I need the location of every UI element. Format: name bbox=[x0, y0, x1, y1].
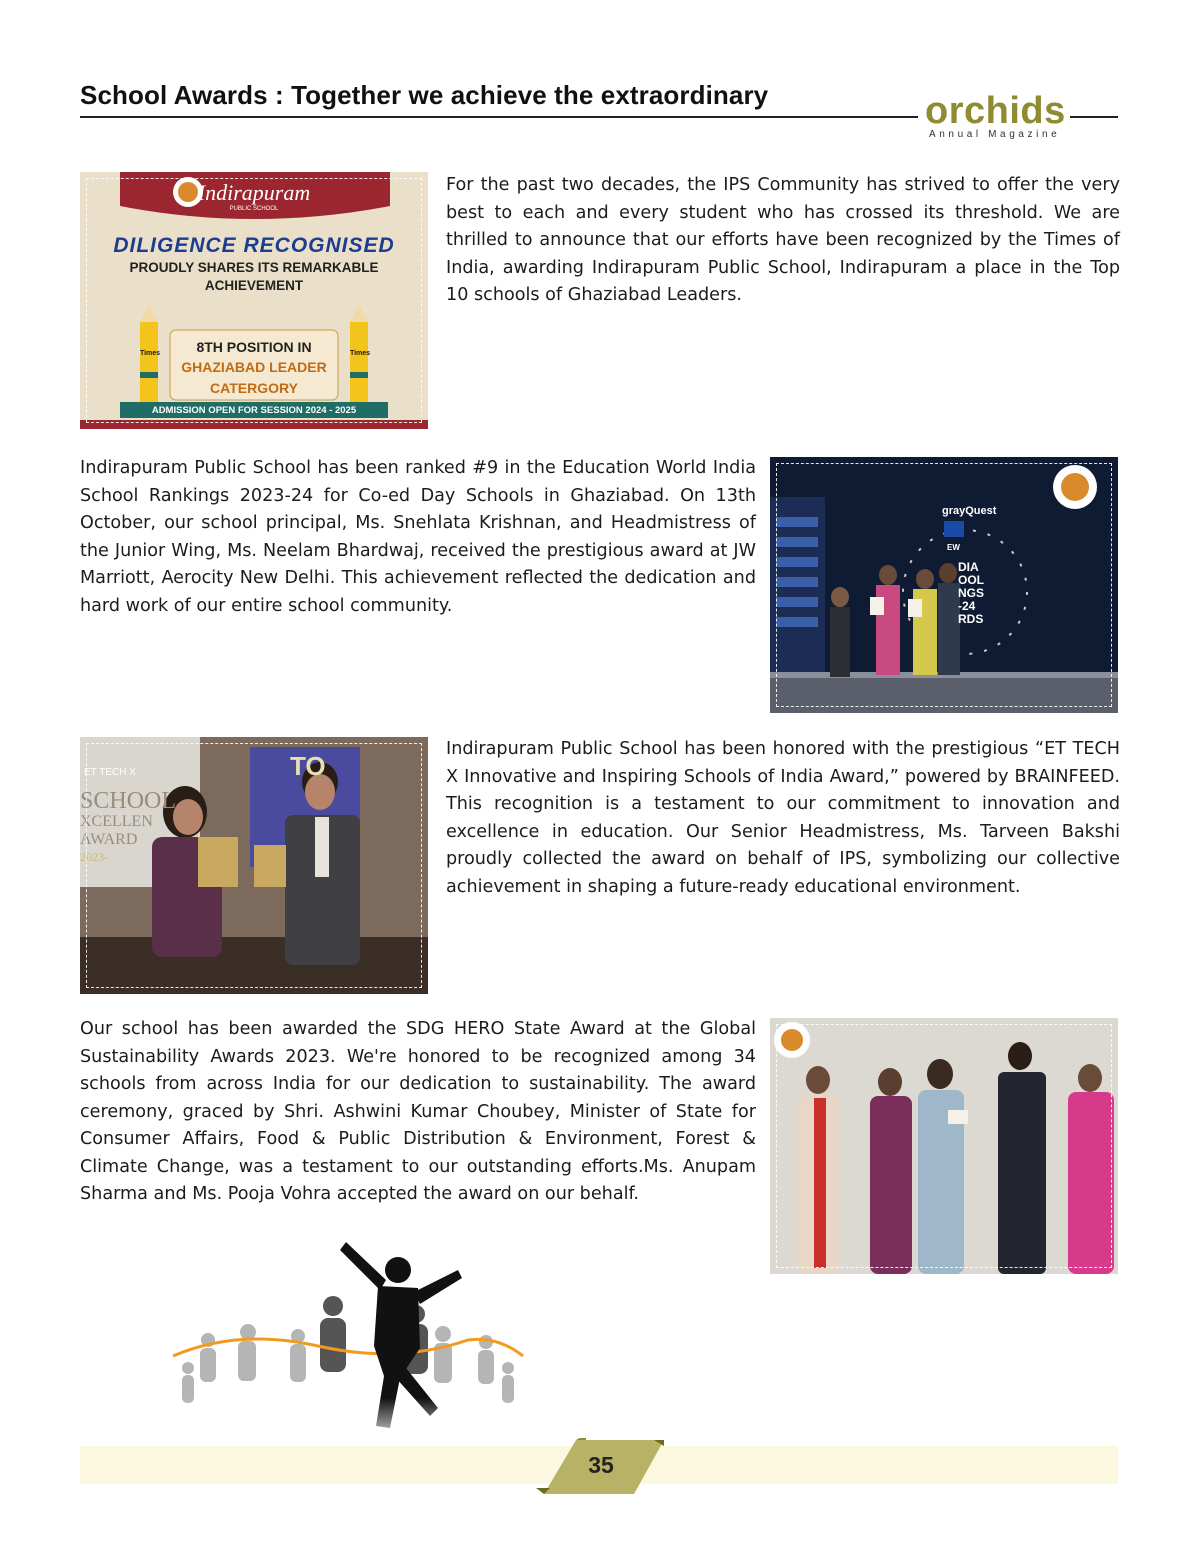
page-title: School Awards : Together we achieve the extraordinary bbox=[80, 80, 769, 110]
photo-frame bbox=[86, 178, 422, 423]
page-number: 35 bbox=[588, 1452, 614, 1478]
paragraph-education-world: Indirapuram Public School has been ranked #9 in the Education World India School Rankings 2023-24 for Co-ed Day Schools in Ghaziabad. On 13th October, our school principal, Ms. Snehlata Krishnan, and Headmistress of the Junior Wing, Ms. Neelam Bhardwaj, received the prestigious award at JW Marriott, Aerocity New Delhi. This achievement reflected the dedication and hard work of our entire school community. bbox=[80, 458, 756, 616]
stage-sponsor-text: grayQuest bbox=[942, 505, 997, 517]
poster-school-name: Indirapuram bbox=[197, 180, 311, 205]
poster-headline: DILIGENCE RECOGNISED bbox=[113, 234, 395, 257]
logo-subtitle: Annual Magazine bbox=[929, 129, 1061, 140]
etech-award-photo bbox=[80, 737, 428, 994]
magazine-logo bbox=[925, 92, 1065, 140]
etech-backdrop-small: ET TECH X bbox=[84, 767, 136, 778]
logo-wordmark: orchids bbox=[925, 90, 1066, 132]
poster-shares-line2: ACHIEVEMENT bbox=[204, 278, 304, 293]
etech-backdrop-line2: XCELLEN bbox=[80, 813, 153, 830]
etech-top-badge: TO bbox=[290, 751, 326, 781]
pencil-label-left: Times bbox=[139, 350, 161, 357]
pencil-label-right: Times bbox=[349, 350, 371, 357]
stage-screen-line2: OOL bbox=[958, 573, 984, 587]
sdg-hero-award-photo bbox=[770, 1018, 1118, 1274]
photo-frame bbox=[776, 1024, 1112, 1268]
photo-frame bbox=[776, 463, 1112, 707]
stage-screen-line4: -24 bbox=[958, 599, 976, 613]
etech-backdrop-line1: SCHOOL bbox=[80, 788, 177, 814]
poster-position-line1: 8TH POSITION IN bbox=[196, 339, 312, 355]
paragraph-times-award: For the past two decades, the IPS Community has strived to offer the very best to each and every student who has crossed its threshold. We are thrilled to announce that our efforts have been recognized by the Times of India, awarding Indirapuram Public School, Indirapuram a place in the Top 10 schools of Ghaziabad Leaders. bbox=[446, 175, 1120, 305]
paragraph-etech-award: Indirapuram Public School has been honored with the prestigious “ET TECH X Innovative and Inspiring Schools of India Award,” powered by BRAINFEED. This recognition is a testament to our commitment to innovation and excellence in education. Our Senior Headmistress, Ms. Tarveen Bakshi proudly collected the award on behalf of IPS, symbolizing our collective achievement in shaping a future-ready educational environment. bbox=[446, 739, 1120, 897]
diligence-poster-image bbox=[80, 172, 428, 429]
stage-screen-line3: NGS bbox=[958, 586, 985, 600]
photo-frame bbox=[86, 743, 422, 988]
poster-school-sub: PUBLIC SCHOOL bbox=[229, 206, 279, 212]
poster-position-line2: GHAZIABAD LEADER bbox=[181, 359, 327, 375]
poster-shares-line1: PROUDLY SHARES ITS REMARKABLE bbox=[129, 260, 379, 275]
paragraph-sdg-hero: Our school has been awarded the SDG HERO State Award at the Global Sustainability Awards 2023. We're honored to be recognized among 34 schools from across India for our dedication to sustainability. The award ceremony, graced by Shri. Ashwini Kumar Choubey, Minister of State for Consumer Affairs, Food & Public Distribution & Environment, Forest & Climate Change, was a testament to our outstanding efforts.Ms. Anupam Sharma and Ms. Pooja Vohra accepted the award on our behalf. bbox=[80, 1019, 756, 1204]
stage-badge-text: EW bbox=[947, 543, 960, 552]
stage-screen-line1: DIA bbox=[958, 560, 979, 574]
runners-illustration bbox=[168, 1228, 528, 1448]
logo-divider bbox=[1070, 116, 1118, 118]
poster-admission-strip: ADMISSION OPEN FOR SESSION 2024 - 2025 bbox=[151, 405, 357, 416]
education-world-stage-photo bbox=[770, 457, 1118, 713]
header-divider bbox=[80, 116, 918, 118]
poster-position-line3: CATERGORY bbox=[210, 380, 298, 396]
etech-backdrop-year: 2023- bbox=[80, 850, 108, 864]
stage-screen-line5: RDS bbox=[958, 612, 984, 626]
etech-backdrop-line3: AWARD bbox=[80, 831, 138, 848]
